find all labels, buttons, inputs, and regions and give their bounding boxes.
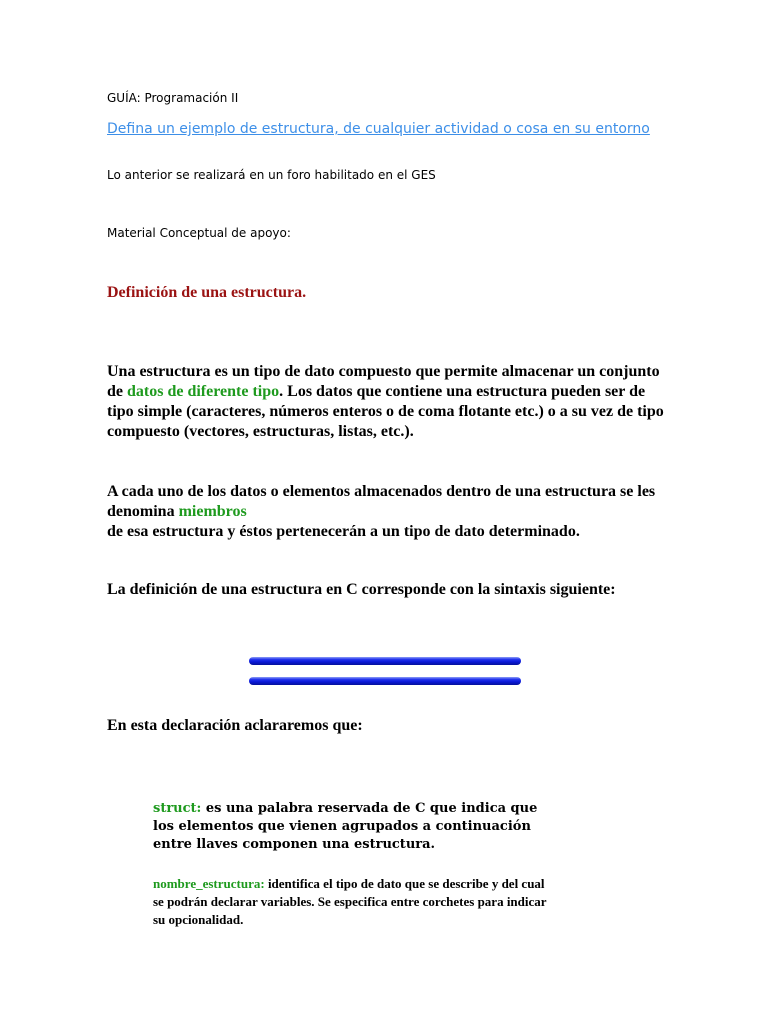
guide-title: GUÍA: Programación II	[107, 91, 239, 105]
task-link[interactable]: Defina un ejemplo de estructura, de cualquier actividad o cosa en su entorno	[107, 121, 650, 137]
section-heading: Definición de una estructura.	[107, 284, 307, 301]
paragraph-declaration-intro: En esta declaración aclararemos que:	[107, 717, 363, 734]
forum-note: Lo anterior se realizará en un foro habilitado en el GES	[107, 168, 436, 182]
support-material-label: Material Conceptual de apoyo:	[107, 226, 291, 240]
decorative-bar-top	[249, 657, 521, 665]
highlight-text: miembros	[178, 503, 247, 520]
definition-desc: identifica el tipo de dato que se describe y del cual se podrán declarar variables. Se especifica entre corchetes para indicar su opcionalidad.	[153, 876, 547, 927]
paragraph-text: Una estructura es un tipo de dato compuesto que permite almacenar un conjunto de	[107, 363, 660, 400]
definition-nombre-estructura	[153, 875, 553, 929]
paragraph-text: A cada uno de los datos o elementos almacenados dentro de una estructura se les denomina	[107, 483, 656, 520]
definition-struct	[153, 800, 553, 854]
decorative-bar-bottom	[249, 677, 521, 685]
definition-desc: es una palabra reservada de C que indica que los elementos que vienen agrupados a continuación entre llaves componen una estructura.	[153, 801, 538, 852]
definition-term: struct:	[153, 801, 202, 816]
highlight-text: datos de diferente tipo	[127, 383, 280, 400]
definition-term: nombre_estructura:	[153, 876, 265, 891]
paragraph-text: . Los datos que contiene una estructura pueden ser de tipo simple (caracteres, números enteros o de coma flotante etc.) o a su vez de tipo compuesto (vectores, estructuras, listas, etc.).	[107, 383, 664, 440]
paragraph-members	[107, 482, 667, 542]
paragraph-syntax-intro: La definición de una estructura en C corresponde con la sintaxis siguiente:	[107, 581, 616, 598]
paragraph-definition	[107, 362, 667, 442]
paragraph-text: de esa estructura y éstos pertenecerán a un tipo de dato determinado.	[107, 523, 580, 540]
